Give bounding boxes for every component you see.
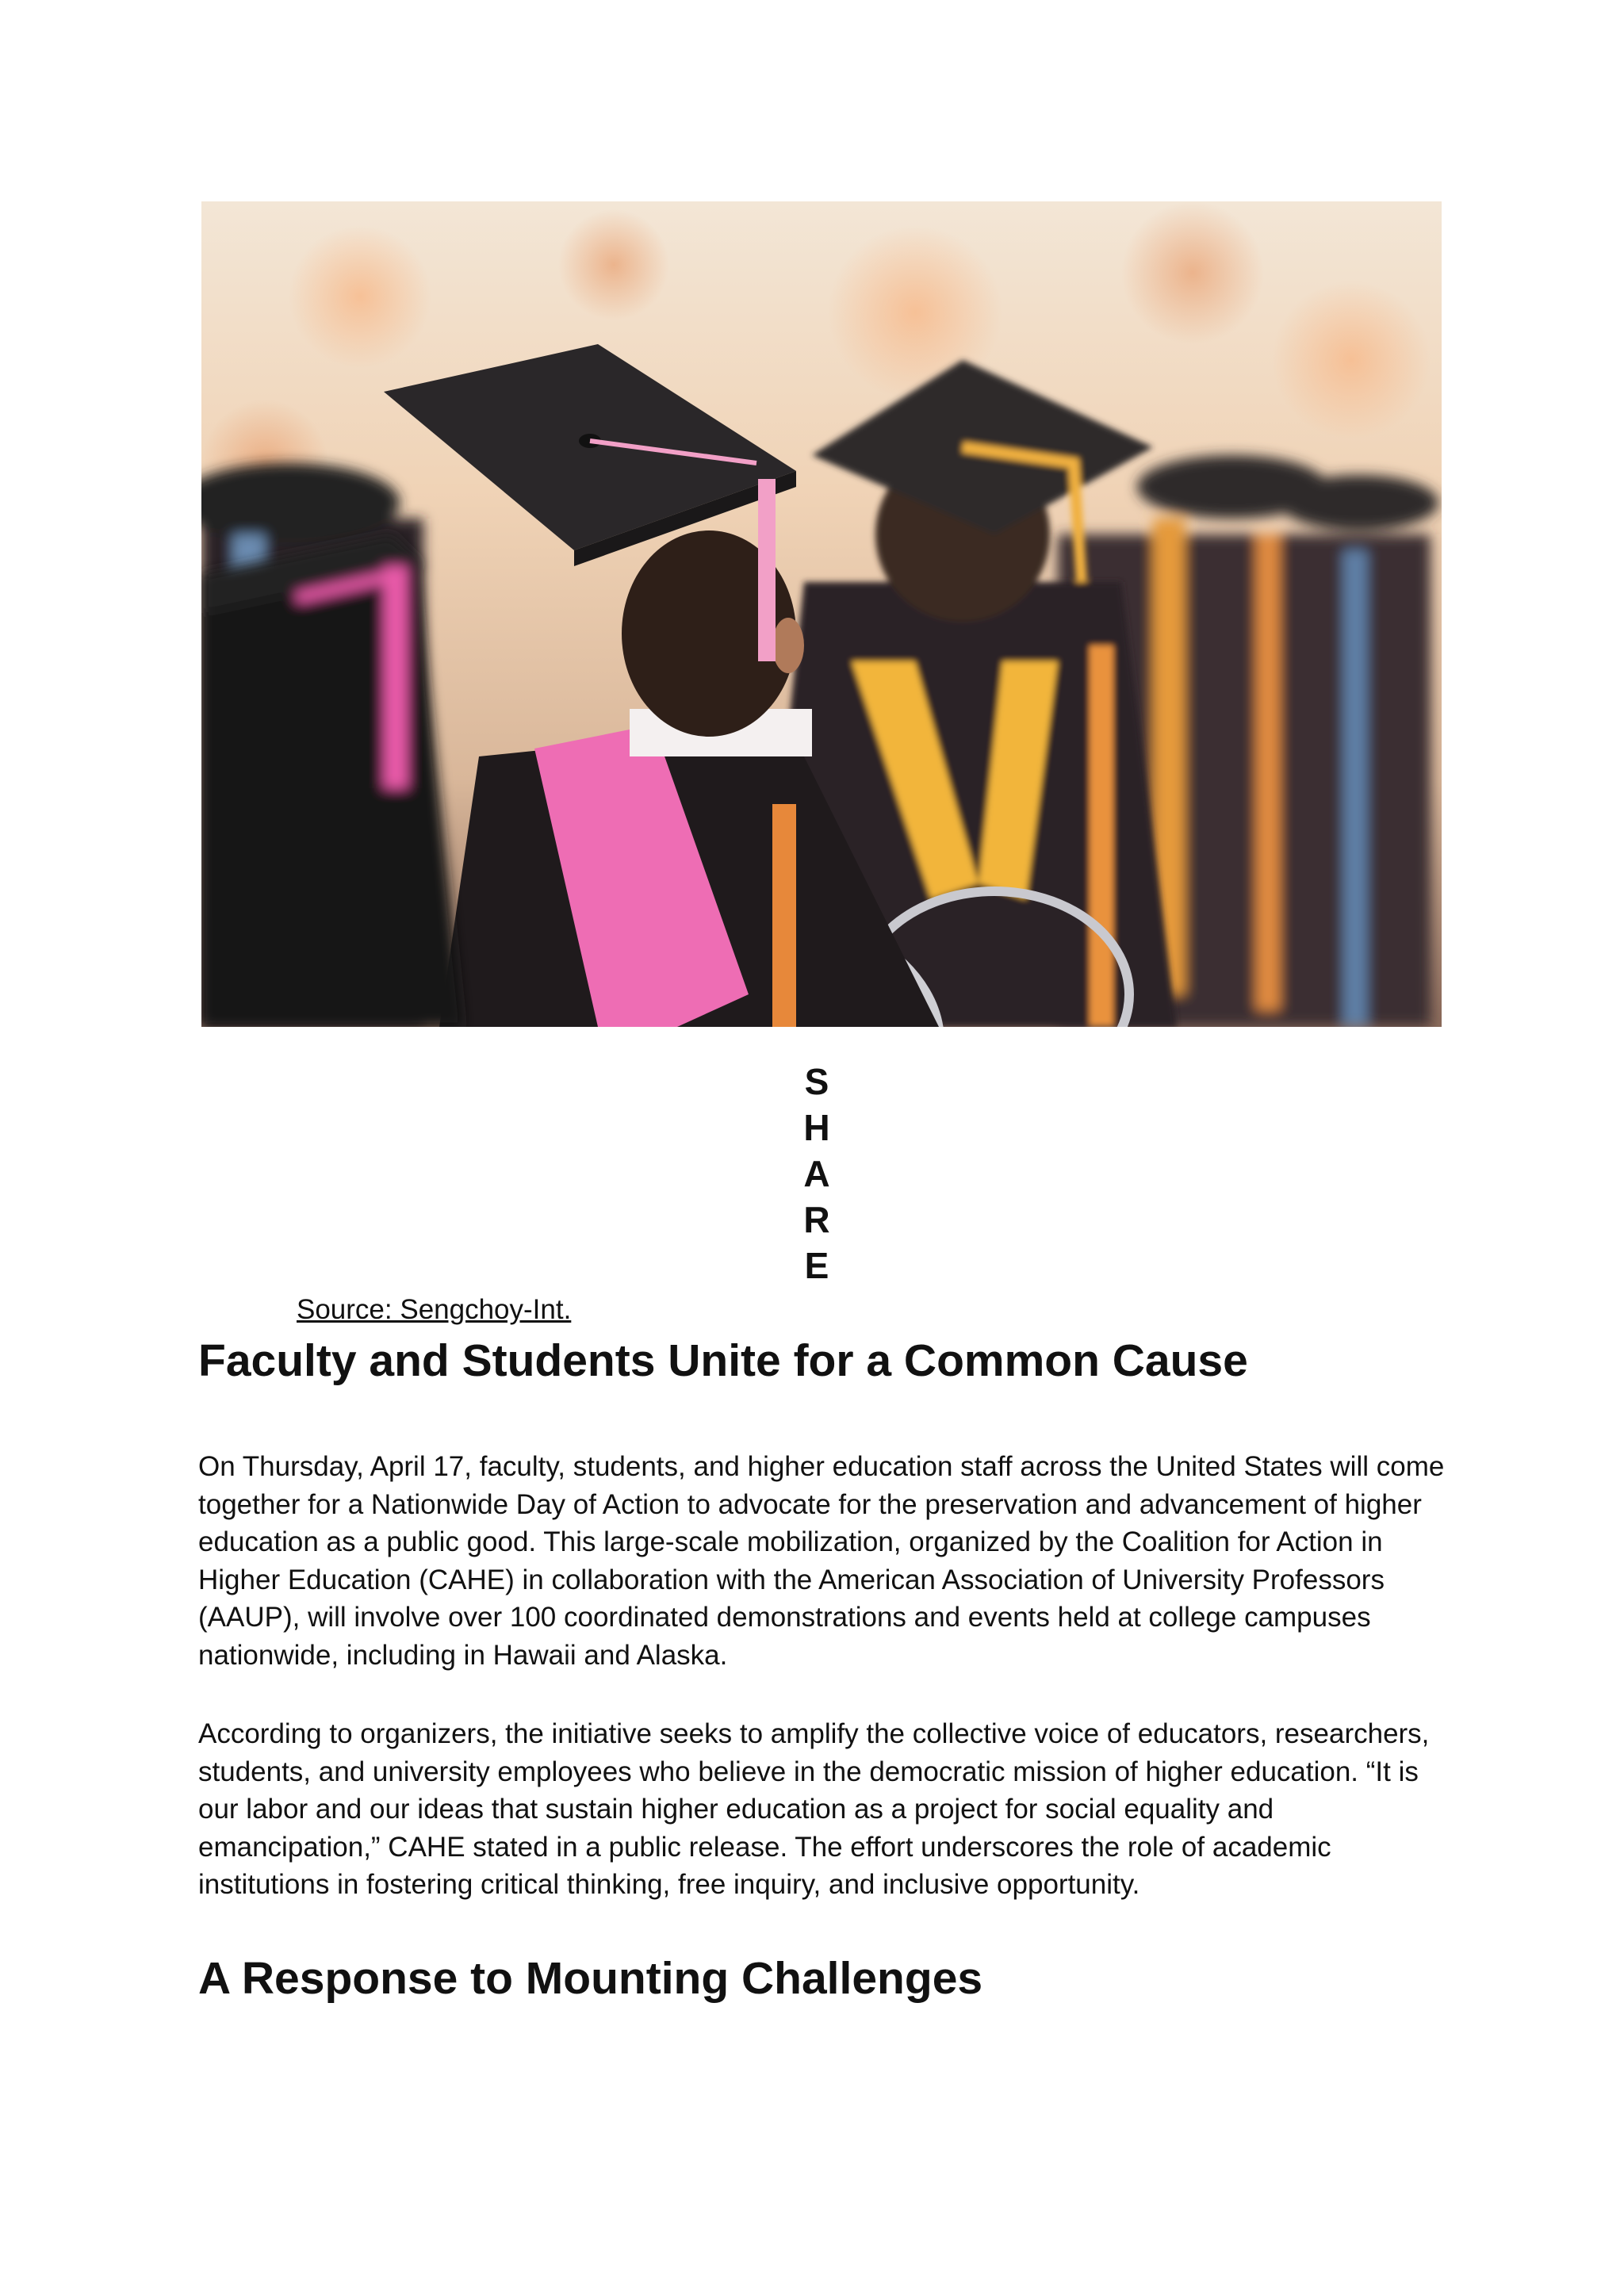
article-paragraph: According to organizers, the initiative seeks to amplify the collective voice of educators, researchers, students, and university employees who believe in the democratic mission of higher education. “It is our labor and our ideas that sustain higher education as a project for social equality and emancipation,” CAHE stated in a public release. The effort underscores the role of academic institutions in fostering critical thinking, free inquiry, and inclusive opportunity. — [198, 1718, 1430, 1900]
share-letter: A — [803, 1153, 830, 1194]
share-letter: E — [804, 1245, 829, 1286]
graduation-photo — [201, 201, 1442, 1027]
share-letter: R — [803, 1199, 830, 1240]
section-heading: A Response to Mounting Challenges — [198, 1953, 983, 2004]
hero-image — [201, 201, 1442, 1027]
image-source-link[interactable]: Source: Sengchoy-Int. — [297, 1294, 572, 1325]
share-vertical-label[interactable] — [801, 1059, 833, 1289]
article-paragraph: On Thursday, April 17, faculty, students, and higher education staff across the United States will come together for a Nationwide Day of Action to advocate for the preservation and advancement of higher education as a public good. This large-scale mobilization, organized by the Coalition for Action in Higher Education (CAHE) in collaboration with the American Association of University Professors (AAUP), will involve over 100 coordinated demonstrations and events held at college campuses nationwide, including in Hawaii and Alaska. — [198, 1451, 1445, 1671]
article-title: Faculty and Students Unite for a Common Cause — [198, 1335, 1248, 1386]
share-letter: S — [804, 1061, 829, 1102]
share-letter: H — [803, 1107, 830, 1148]
